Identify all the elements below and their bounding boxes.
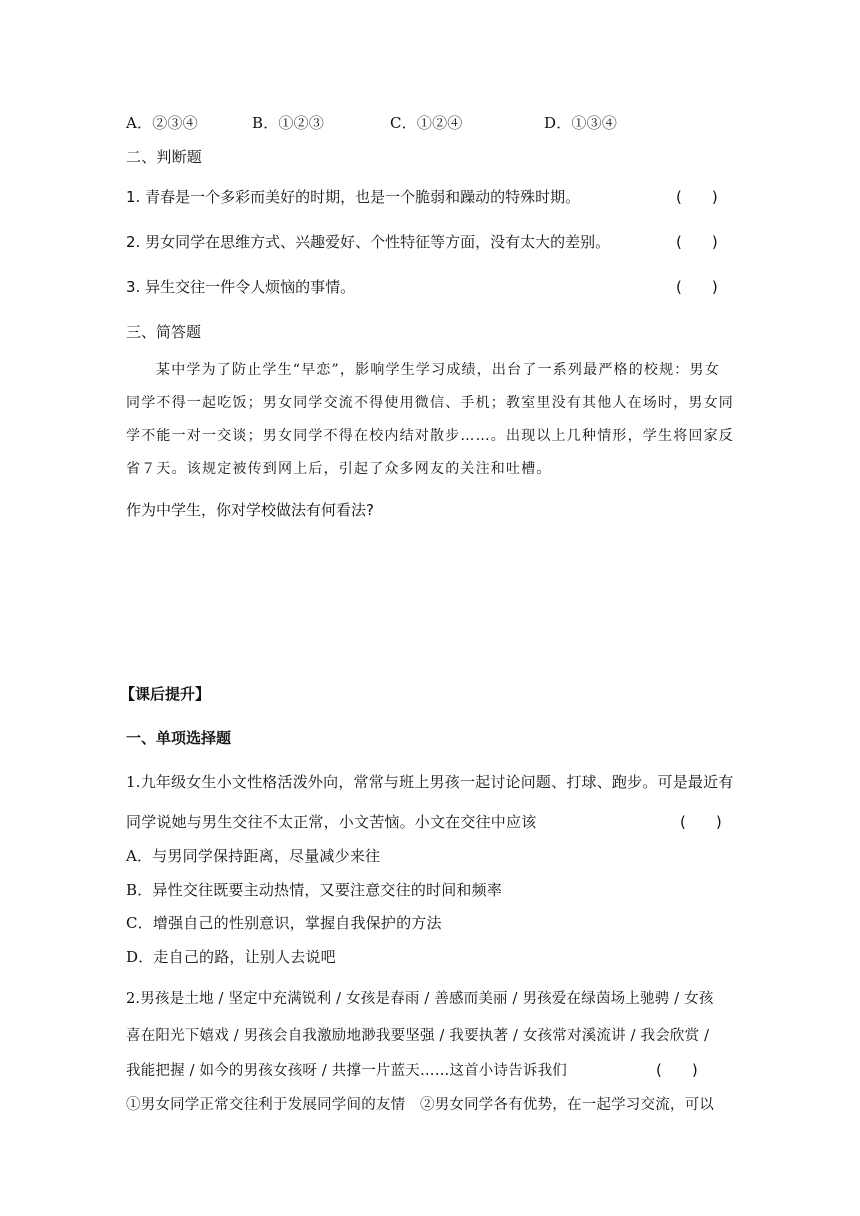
paragraph-line-1: 某中学为了防止学生“早恋”，影响学生学习成绩，出台了一系列最严格的校规：男女 [156, 362, 720, 378]
q1-paren: ( ) [680, 813, 722, 831]
section2-title: 二、判断题 [126, 148, 203, 166]
option-a: A．②③④ [126, 114, 198, 132]
option-d: D．①③④ [544, 114, 618, 132]
q2-line-1: 2.男孩是土地 / 坚定中充满锐利 / 女孩是春雨 / 善感而美丽 / 男孩爱在绿茵场上驰骋 / 女孩 [126, 991, 714, 1007]
single-choice-title: 一、单项选择题 [126, 729, 232, 747]
q2-line-2: 喜在阳光下嬉戏 / 男孩会自我激励地渺我要坚强 / 我要执著 / 女孩常对溪流讲 / 我会欣赏 / [126, 1028, 710, 1044]
judge-paren-1: ( ) [676, 188, 718, 206]
judge-paren-2: ( ) [676, 233, 718, 251]
q1-option-d: D．走自己的路，让别人去说吧 [126, 948, 336, 966]
judge-item-3: 3. 异生交往一件令人烦恼的事情。 [126, 278, 356, 296]
q1-option-a: A．与男同学保持距离，尽量减少来往 [126, 847, 381, 865]
q2-paren: ( ) [656, 1061, 698, 1079]
option-b: B．①②③ [252, 114, 325, 132]
after-class-heading: 【课后提升】 [120, 685, 211, 703]
judge-paren-3: ( ) [676, 278, 718, 296]
q1-line-1: 1.九年级女生小文性格活泼外向，常常与班上男孩一起讨论问题、打球、跑步。可是最近有 [126, 773, 734, 791]
question-text: 作为中学生，你对学校做法有何看法? [126, 501, 374, 519]
judge-item-1: 1. 青春是一个多彩而美好的时期，也是一个脆弱和躁动的特殊时期。 [126, 188, 581, 206]
judge-item-2: 2. 男女同学在思维方式、兴趣爱好、个性特征等方面，没有太大的差别。 [126, 233, 611, 251]
q1-option-b: B．异性交往既要主动热情，又要注意交往的时间和频率 [126, 881, 503, 899]
q2-line-3: 我能把握 / 如今的男孩女孩呀 / 共撑一片蓝天……这首小诗告诉我们 [126, 1063, 568, 1079]
paragraph-line-3: 学不能一对一交谈；男女同学不得在校内结对散步……。出现以上几种情形，学生将回家反 [126, 428, 734, 444]
option-c: C．①②④ [390, 114, 463, 132]
q1-option-c: C．增强自己的性别意识，掌握自我保护的方法 [126, 914, 442, 932]
q1-line-2: 同学说她与男生交往不太正常，小文苦恼。小文在交往中应该 [126, 813, 537, 831]
paragraph-line-2: 同学不得一起吃饭；男女同学交流不得使用微信、手机；教室里没有其他人在场时，男女同 [126, 395, 734, 411]
q2-statements: ①男女同学正常交往利于发展同学间的友情 ②男女同学各有优势，在一起学习交流，可以 [126, 1097, 714, 1113]
section3-title: 三、简答题 [126, 323, 202, 341]
option-row [0, 112, 860, 134]
paragraph-line-4: 省７天。该规定被传到网上后，引起了众多网友的关注和吐槽。 [126, 461, 552, 477]
